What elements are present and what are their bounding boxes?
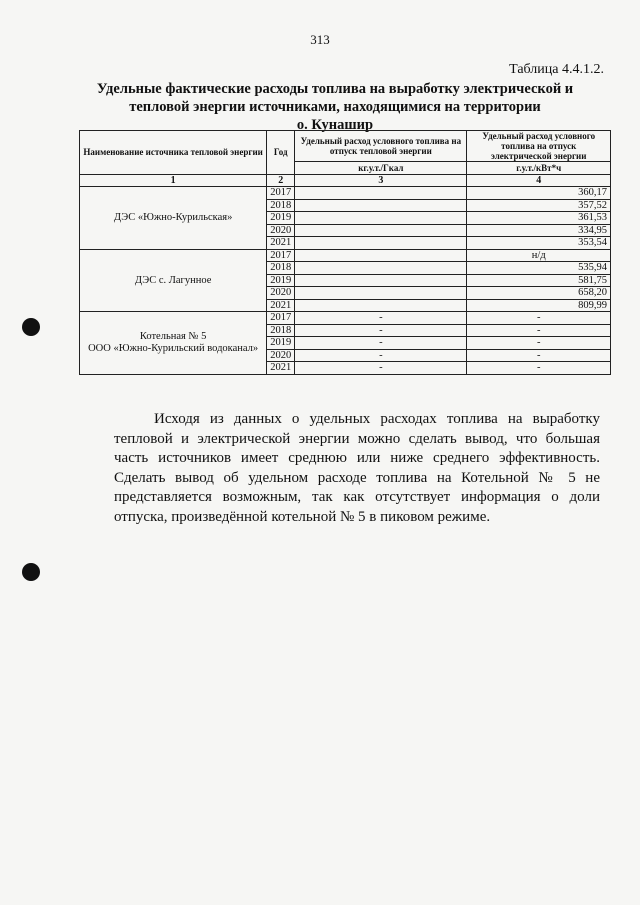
heat-value: [295, 274, 467, 287]
heat-value: [295, 199, 467, 212]
heat-value: [295, 187, 467, 200]
column-number: 3: [295, 174, 467, 187]
electric-value: 357,52: [467, 199, 611, 212]
year-cell: 2020: [267, 349, 295, 362]
year-cell: 2018: [267, 262, 295, 275]
year-cell: 2021: [267, 299, 295, 312]
heat-value: [295, 249, 467, 262]
source-name-line: ДЭС «Южно-Курильская»: [113, 212, 233, 223]
year-cell: 2020: [267, 224, 295, 237]
source-name-line: ДЭС с. Лагунное: [134, 274, 212, 286]
year-cell: 2020: [267, 287, 295, 300]
electric-value: 360,17: [467, 187, 611, 200]
electric-value: -: [467, 337, 611, 350]
electric-value: -: [467, 312, 611, 325]
source-name-line: ООО «Южно-Курильский водоканал»: [88, 342, 259, 354]
table-row: [80, 187, 611, 200]
year-cell: 2019: [267, 337, 295, 350]
heat-value: -: [295, 312, 467, 325]
header-year: Год: [267, 131, 295, 175]
electric-value: -: [467, 324, 611, 337]
year-cell: 2017: [267, 249, 295, 262]
electric-value: 535,94: [467, 262, 611, 275]
heat-value: -: [295, 349, 467, 362]
electric-value: 353,54: [467, 237, 611, 250]
year-cell: 2021: [267, 362, 295, 375]
heat-value: [295, 224, 467, 237]
heat-value: -: [295, 362, 467, 375]
header-source-name: Наименование источника тепловой энергии: [80, 131, 267, 175]
source-name: [80, 187, 267, 250]
title-line: о. Кунашир: [296, 117, 374, 133]
header-heat-unit: кг.у.т./Гкал: [295, 162, 467, 175]
page-number: 313: [310, 32, 330, 47]
electric-value: 361,53: [467, 212, 611, 225]
header-electric-consumption: Удельный расход условного топлива на отпуск электрической энергии: [467, 131, 611, 162]
heat-value: -: [295, 337, 467, 350]
heat-value: -: [295, 324, 467, 337]
title-line: Удельные фактические расходы топлива на выработку электрической и: [96, 81, 574, 97]
year-cell: 2017: [267, 187, 295, 200]
column-number: 4: [467, 174, 611, 187]
punch-hole: [22, 563, 40, 581]
table-label: Таблица 4.4.1.2.: [509, 62, 604, 77]
title-line: тепловой энергии источниками, находящимися на территории: [129, 99, 541, 115]
source-name: [80, 249, 267, 312]
year-cell: 2019: [267, 212, 295, 225]
heat-value: [295, 262, 467, 275]
electric-value: 581,75: [467, 274, 611, 287]
electric-value: 809,99: [467, 299, 611, 312]
conclusion-text: Исходя из данных о удельных расходах топлива на выработку тепловой и электрической энергии можно сделать вывод, что большая часть источников имеет среднюю или ниже среднего эффективность. Сделать вывод об удельном расходе топлива на Котельной № 5 не представляется возможным, так как отсутствует информация о доли отпуска, произведённой котельной № 5 в пиковом режиме.: [114, 411, 600, 525]
source-name: [80, 312, 267, 375]
year-cell: 2018: [267, 199, 295, 212]
electric-value: 334,95: [467, 224, 611, 237]
conclusion-paragraph: [114, 410, 600, 527]
electric-value: 658,20: [467, 287, 611, 300]
year-cell: 2017: [267, 312, 295, 325]
header-heat-consumption: Удельный расход условного топлива на отпуск тепловой энергии: [295, 131, 467, 162]
year-cell: 2018: [267, 324, 295, 337]
electric-value: -: [467, 349, 611, 362]
table-row: [80, 312, 611, 325]
heat-value: [295, 287, 467, 300]
electric-value: н/д: [467, 249, 611, 262]
electric-value: -: [467, 362, 611, 375]
heat-value: [295, 237, 467, 250]
year-cell: 2021: [267, 237, 295, 250]
heat-value: [295, 299, 467, 312]
table-row: [80, 249, 611, 262]
fuel-consumption-table: [79, 130, 611, 375]
year-cell: 2019: [267, 274, 295, 287]
heat-value: [295, 212, 467, 225]
punch-hole: [22, 318, 40, 336]
source-name-line: Котельная № 5: [139, 331, 207, 343]
header-electric-unit: г.у.т./кВт*ч: [467, 162, 611, 175]
column-number: 2: [267, 174, 295, 187]
table-title: [70, 80, 600, 134]
column-number: 1: [80, 174, 267, 187]
